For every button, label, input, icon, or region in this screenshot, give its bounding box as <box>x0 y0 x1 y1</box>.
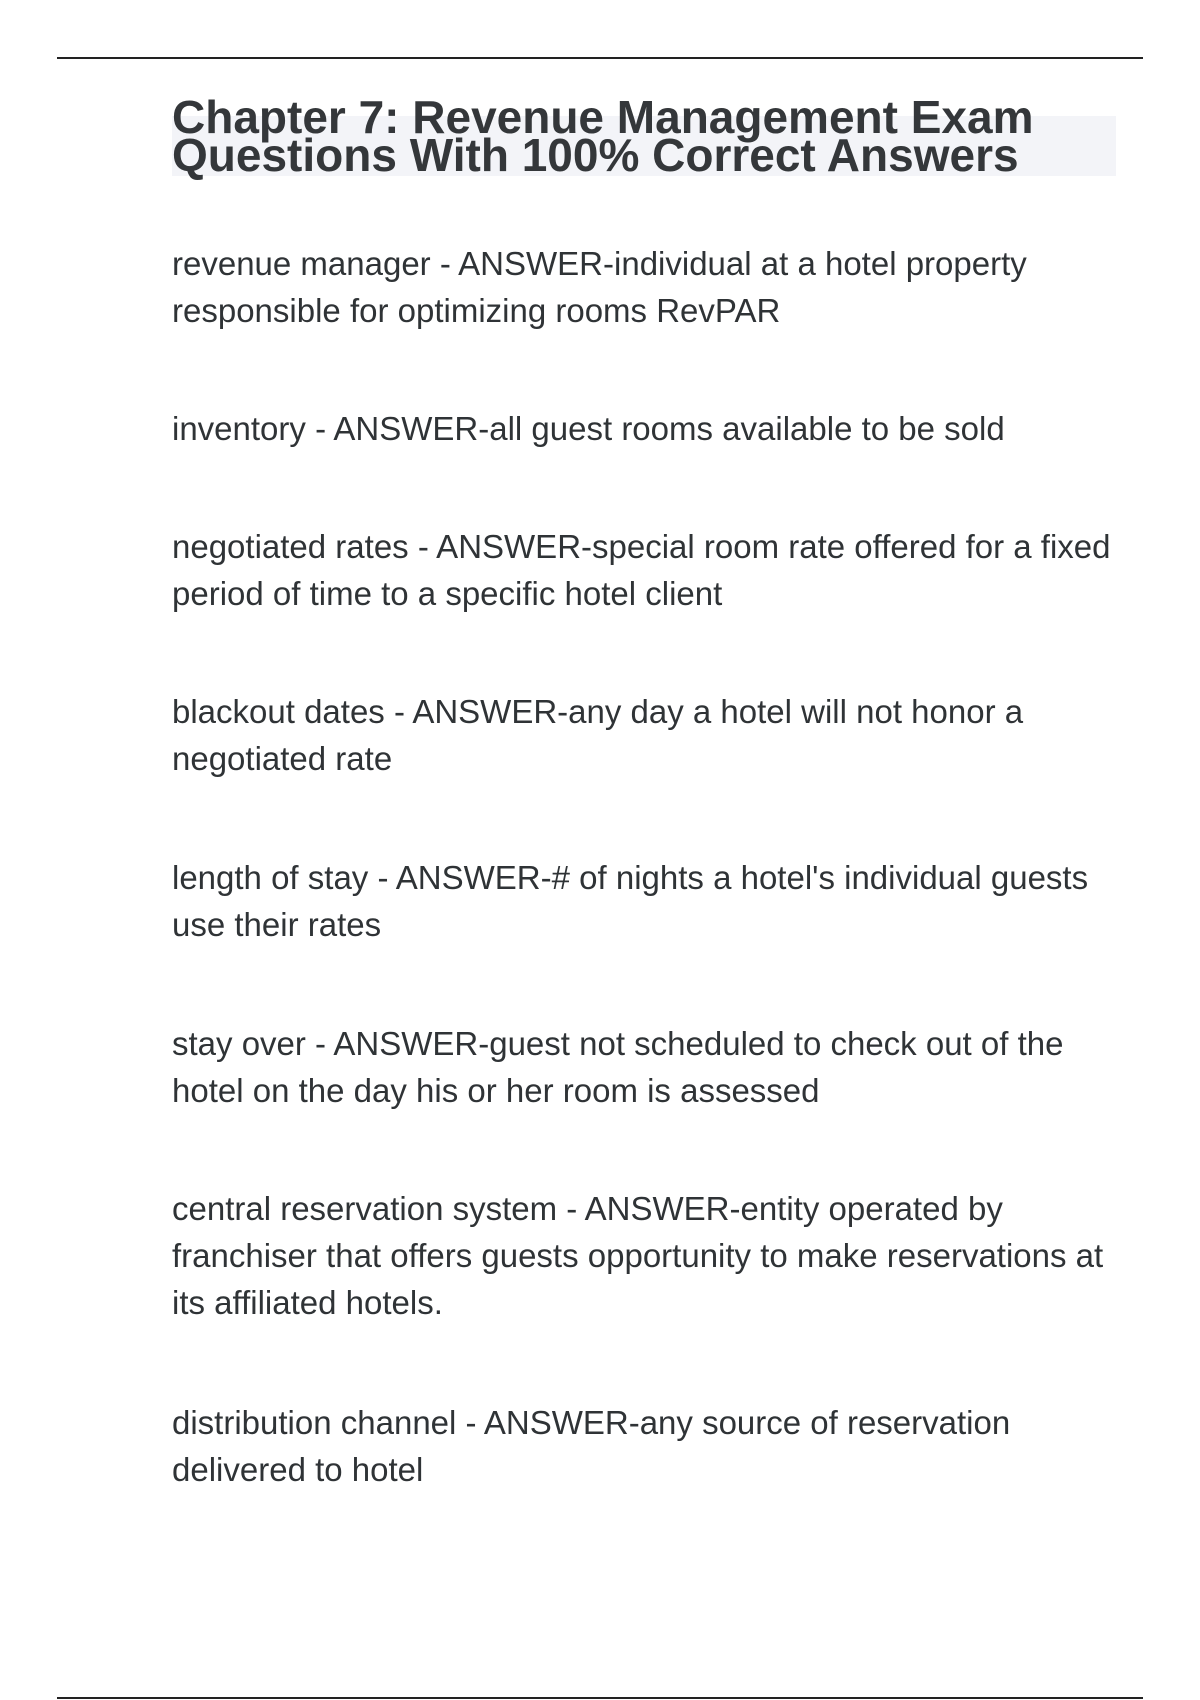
top-divider <box>57 57 1143 59</box>
qa-item-negotiated-rates: negotiated rates - ANSWER-special room rate offered for a fixed period of time to a specific hotel client <box>172 528 1111 612</box>
page-title-line-1: Chapter 7: Revenue Management Exam <box>172 91 1034 143</box>
page-title-line-2: Questions With 100% Correct Answers <box>172 129 1019 181</box>
qa-item-length-of-stay: length of stay - ANSWER-# of nights a hotel's individual guests use their rates <box>172 859 1089 943</box>
qa-item-distribution-channel: distribution channel - ANSWER-any source of reservation delivered to hotel <box>172 1404 1011 1488</box>
bottom-divider <box>57 1697 1143 1699</box>
qa-item-central-reservation-system: central reservation system - ANSWER-entity operated by franchiser that offers guests opportunity to make reservations at its affiliated hotels. <box>172 1190 1104 1321</box>
qa-item-revenue-manager: revenue manager - ANSWER-individual at a hotel property responsible for optimizing rooms RevPAR <box>172 245 1027 329</box>
qa-item-stay-over: stay over - ANSWER-guest not scheduled to check out of the hotel on the day his or her room is assessed <box>172 1025 1064 1109</box>
page-title <box>172 91 1132 181</box>
qa-item-blackout-dates: blackout dates - ANSWER-any day a hotel will not honor a negotiated rate <box>172 693 1024 777</box>
qa-item-inventory: inventory - ANSWER-all guest rooms available to be sold <box>172 410 1005 447</box>
